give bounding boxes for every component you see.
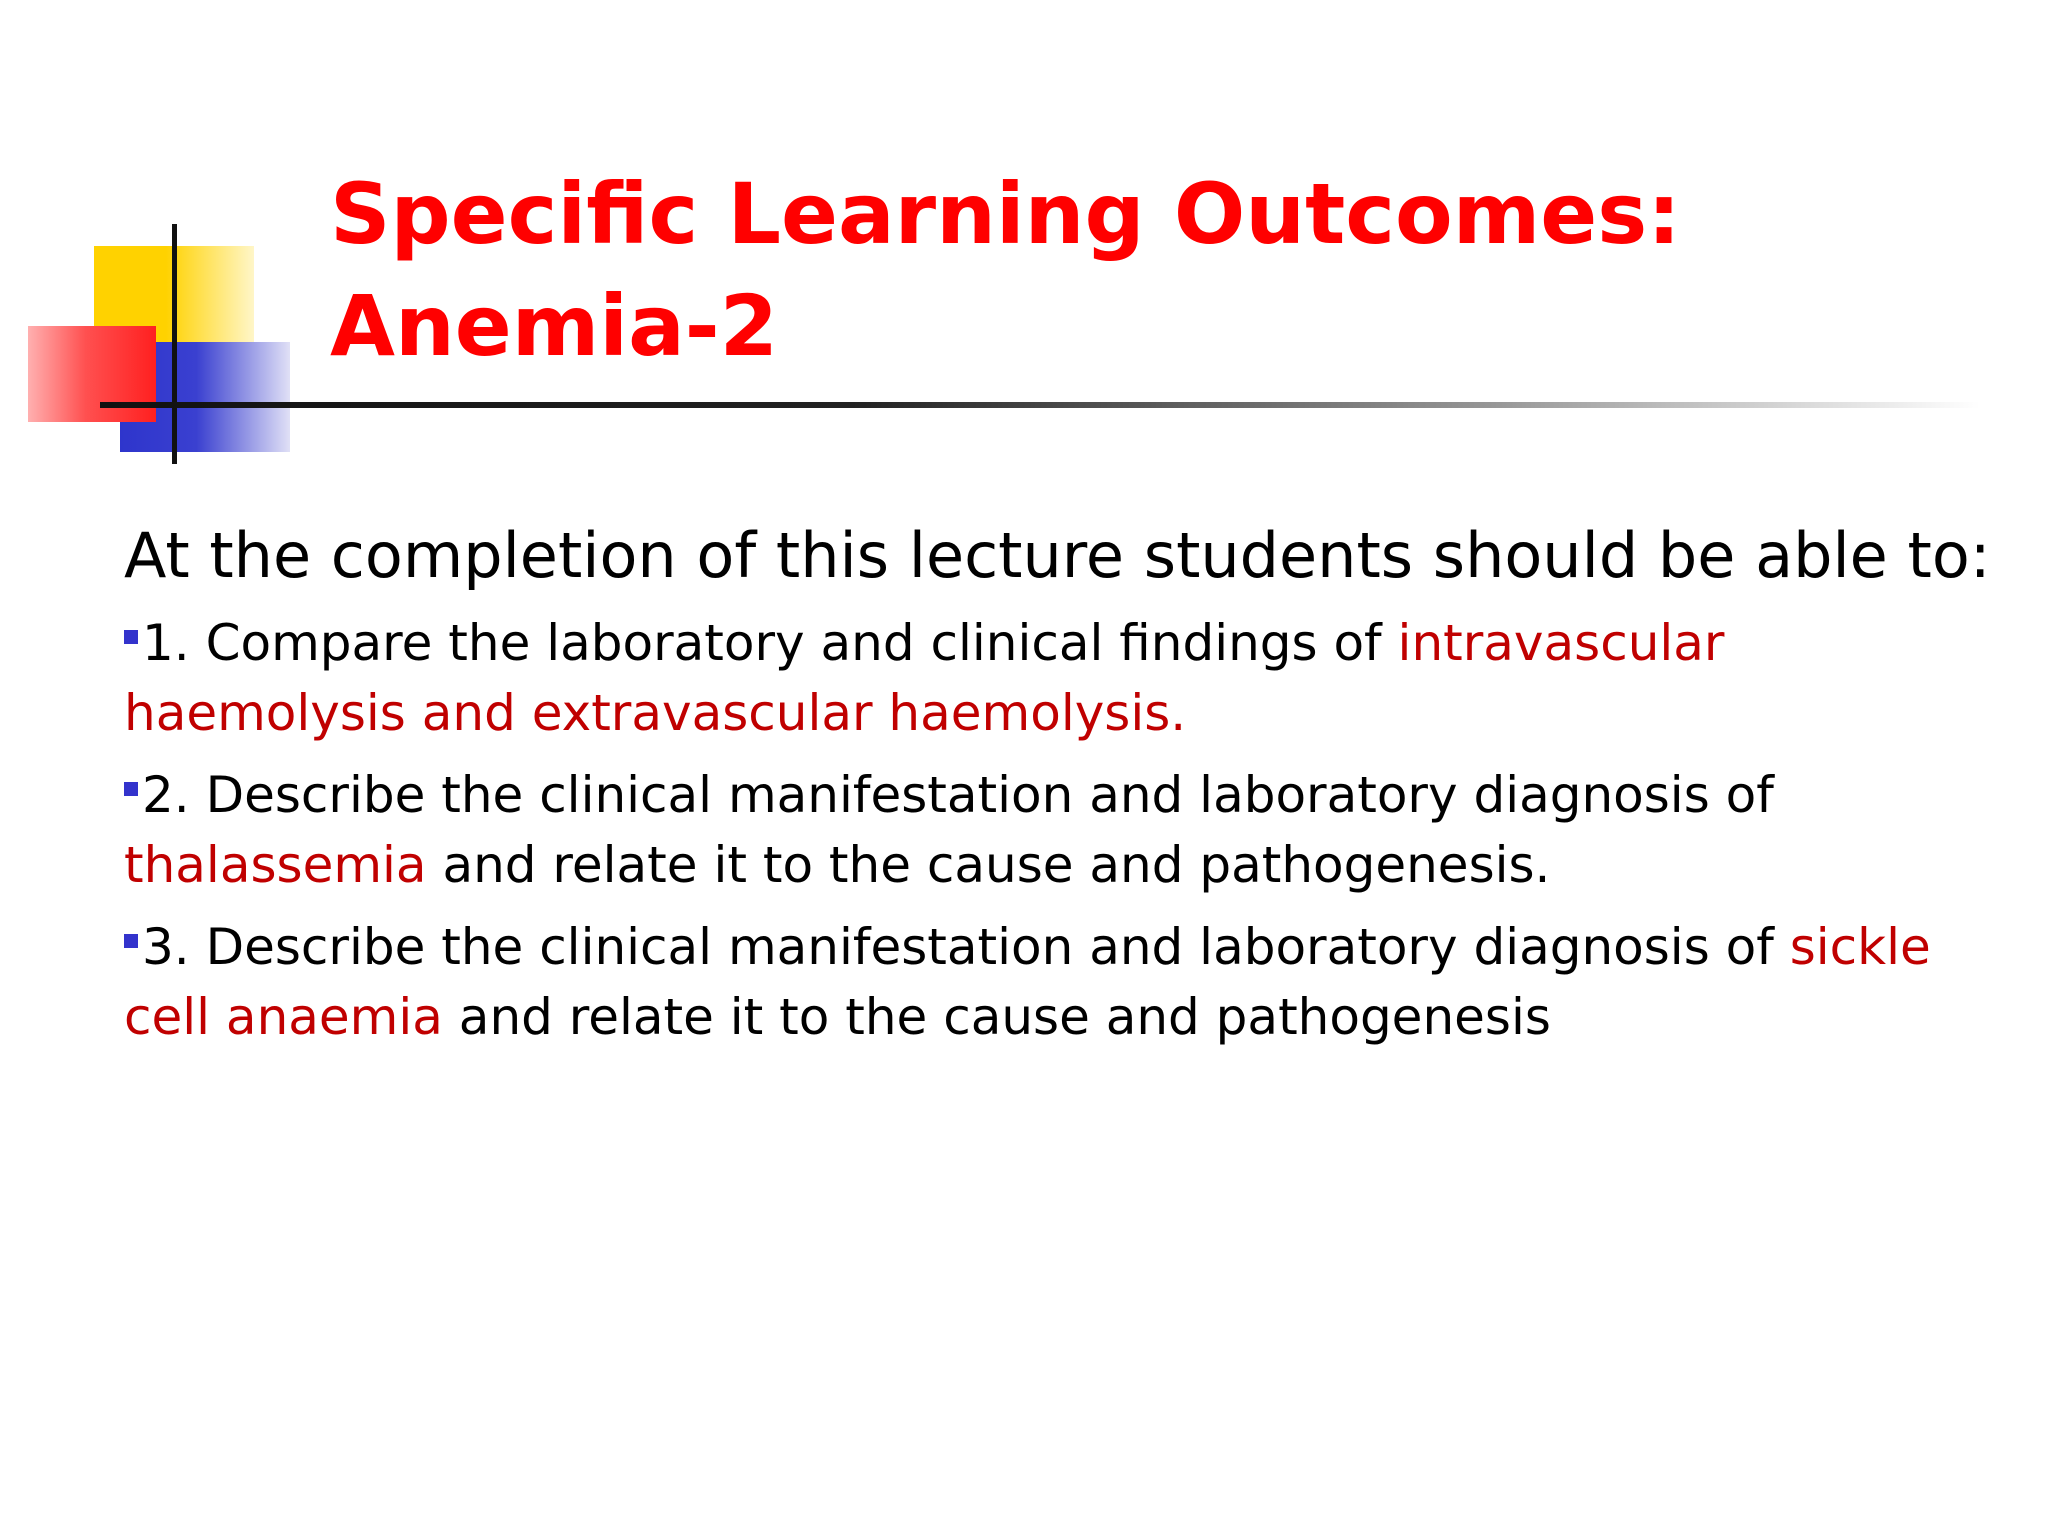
slide-title-line-2: Anemia-2 [330,277,779,375]
outcome-text-after: and relate it to the cause and pathogenesis. [426,836,1551,894]
slide-title [330,158,2010,382]
outcomes-list [124,608,1964,1064]
outcome-text: 2. Describe the clinical manifestation and laboratory diagnosis of [142,766,1774,824]
bullet-square-icon [124,630,138,644]
bullet-square-icon [124,782,138,796]
intro-text: At the completion of this lecture students should be able to: [124,519,1991,592]
outcome-item-3 [124,912,1964,1052]
outcome-text: 1. Compare the laboratory and clinical findings of [142,614,1398,672]
outcome-highlight: thalassemia [124,836,427,894]
outcome-highlight: intravascular haemolysis and extravascular haemolysis. [124,614,1725,742]
outcome-text: 3. Describe the clinical manifestation and laboratory diagnosis of [142,918,1790,976]
slide-title-line-1: Specific Learning Outcomes: [330,165,1681,263]
outcome-item-2 [124,760,1964,900]
outcome-highlight: sickle cell anaemia [124,918,1931,1046]
title-underline-rule [100,402,1980,408]
bullet-square-icon [124,934,138,948]
outcome-item-1 [124,608,1964,748]
decorative-vertical-line [172,224,177,464]
outcome-text-after: and relate it to the cause and pathogenesis [442,988,1551,1046]
